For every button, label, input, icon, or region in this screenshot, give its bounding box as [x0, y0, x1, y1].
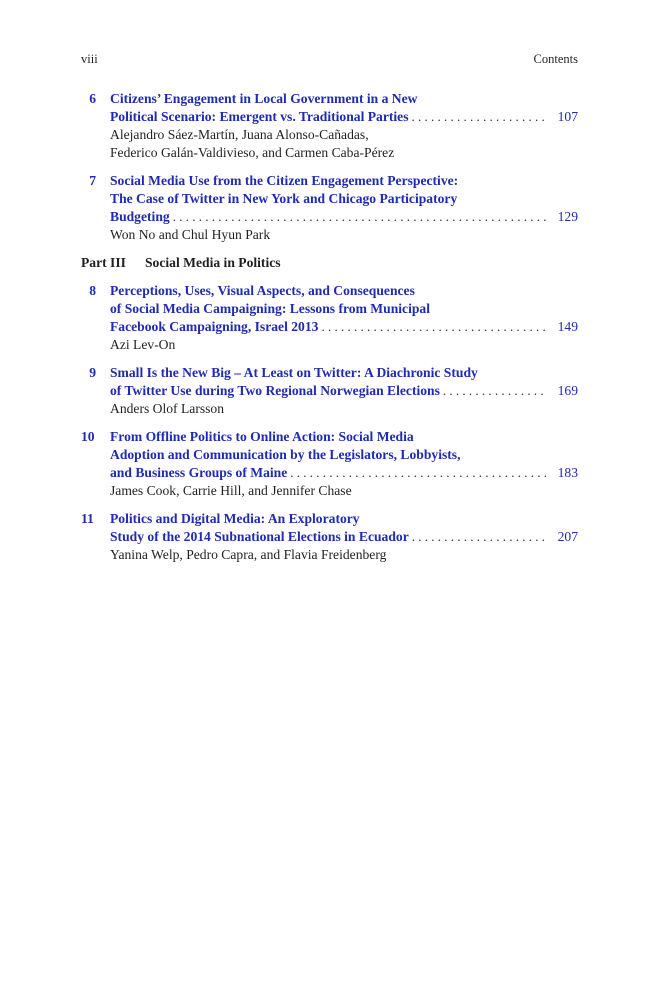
chapter-title-text[interactable]: and Business Groups of Maine: [110, 465, 288, 480]
chapter-title-last-line[interactable]: [110, 464, 578, 482]
toc-entry[interactable]: [81, 90, 578, 162]
toc-entry[interactable]: [81, 282, 578, 354]
toc-entry[interactable]: [81, 172, 578, 244]
page-number-link[interactable]: 107: [557, 109, 578, 124]
part-heading: [81, 254, 578, 272]
page-number-link[interactable]: 169: [557, 383, 578, 398]
toc-entry[interactable]: [81, 510, 578, 564]
section-title: Contents: [533, 52, 578, 66]
chapter-title-line[interactable]: Politics and Digital Media: An Exploratory: [110, 511, 360, 526]
toc-list: [81, 90, 578, 574]
chapter-number: 11: [81, 511, 94, 526]
chapter-title-text[interactable]: Budgeting: [110, 209, 170, 224]
chapter-title-text[interactable]: Political Scenario: Emergent vs. Traditional Parties: [110, 109, 409, 124]
chapter-authors: James Cook, Carrie Hill, and Jennifer Chase: [110, 483, 352, 498]
dot-leader: [409, 528, 546, 546]
toc-group: [81, 90, 578, 244]
chapter-authors: Won No and Chul Hyun Park: [110, 227, 271, 242]
chapter-title-last-line[interactable]: [110, 108, 578, 126]
chapter-authors: Azi Lev-On: [110, 337, 176, 352]
chapter-title-line[interactable]: Social Media Use from the Citizen Engagement Perspective:: [110, 173, 459, 188]
toc-entry[interactable]: [81, 364, 578, 418]
chapter-title-line[interactable]: The Case of Twitter in New York and Chicago Participatory: [110, 191, 458, 206]
chapter-title-last-line[interactable]: [110, 382, 578, 400]
chapter-number: 6: [89, 91, 96, 106]
page-number-link[interactable]: 149: [557, 319, 578, 334]
chapter-title-last-line[interactable]: [110, 528, 578, 546]
part-title: Social Media in Politics: [145, 255, 281, 270]
chapter-title-text[interactable]: of Twitter Use during Two Regional Norwegian Elections: [110, 383, 440, 398]
chapter-title-line[interactable]: Small Is the New Big – At Least on Twitter: A Diachronic Study: [110, 365, 478, 380]
dot-leader: [170, 208, 546, 226]
chapter-title-line[interactable]: Perceptions, Uses, Visual Aspects, and Consequences: [110, 283, 415, 298]
chapter-title-line[interactable]: Citizens’ Engagement in Local Government in a New: [110, 91, 418, 106]
dot-leader: [287, 464, 546, 482]
chapter-authors: Anders Olof Larsson: [110, 401, 225, 416]
chapter-authors: Yanina Welp, Pedro Capra, and Flavia Freidenberg: [110, 547, 387, 562]
toc-group: [81, 282, 578, 564]
page-number-link[interactable]: 207: [557, 529, 578, 544]
chapter-title-last-line[interactable]: [110, 208, 578, 226]
chapter-number: 9: [89, 365, 96, 380]
chapter-title-line[interactable]: of Social Media Campaigning: Lessons from Municipal: [110, 301, 430, 316]
part-label: Part III: [81, 255, 126, 270]
chapter-authors: Alejandro Sáez-Martín, Juana Alonso-Cañadas,: [110, 127, 369, 142]
dot-leader: [409, 108, 546, 126]
chapter-authors: Federico Galán-Valdivieso, and Carmen Caba-Pérez: [110, 145, 395, 160]
dot-leader: [440, 382, 546, 400]
chapter-title-text[interactable]: Study of the 2014 Subnational Elections in Ecuador: [110, 529, 409, 544]
folio: viii: [81, 52, 98, 66]
chapter-title-text[interactable]: Facebook Campaigning, Israel 2013: [110, 319, 319, 334]
chapter-title-last-line[interactable]: [110, 318, 578, 336]
chapter-number: 10: [81, 429, 95, 444]
chapter-title-line[interactable]: From Offline Politics to Online Action: Social Media: [110, 429, 414, 444]
page-number-link[interactable]: 129: [557, 209, 578, 224]
dot-leader: [318, 318, 546, 336]
chapter-number: 8: [89, 283, 96, 298]
running-head: [81, 52, 578, 67]
chapter-number: 7: [89, 173, 96, 188]
chapter-title-line[interactable]: Adoption and Communication by the Legislators, Lobbyists,: [110, 447, 461, 462]
toc-entry[interactable]: [81, 428, 578, 500]
page-number-link[interactable]: 183: [557, 465, 578, 480]
